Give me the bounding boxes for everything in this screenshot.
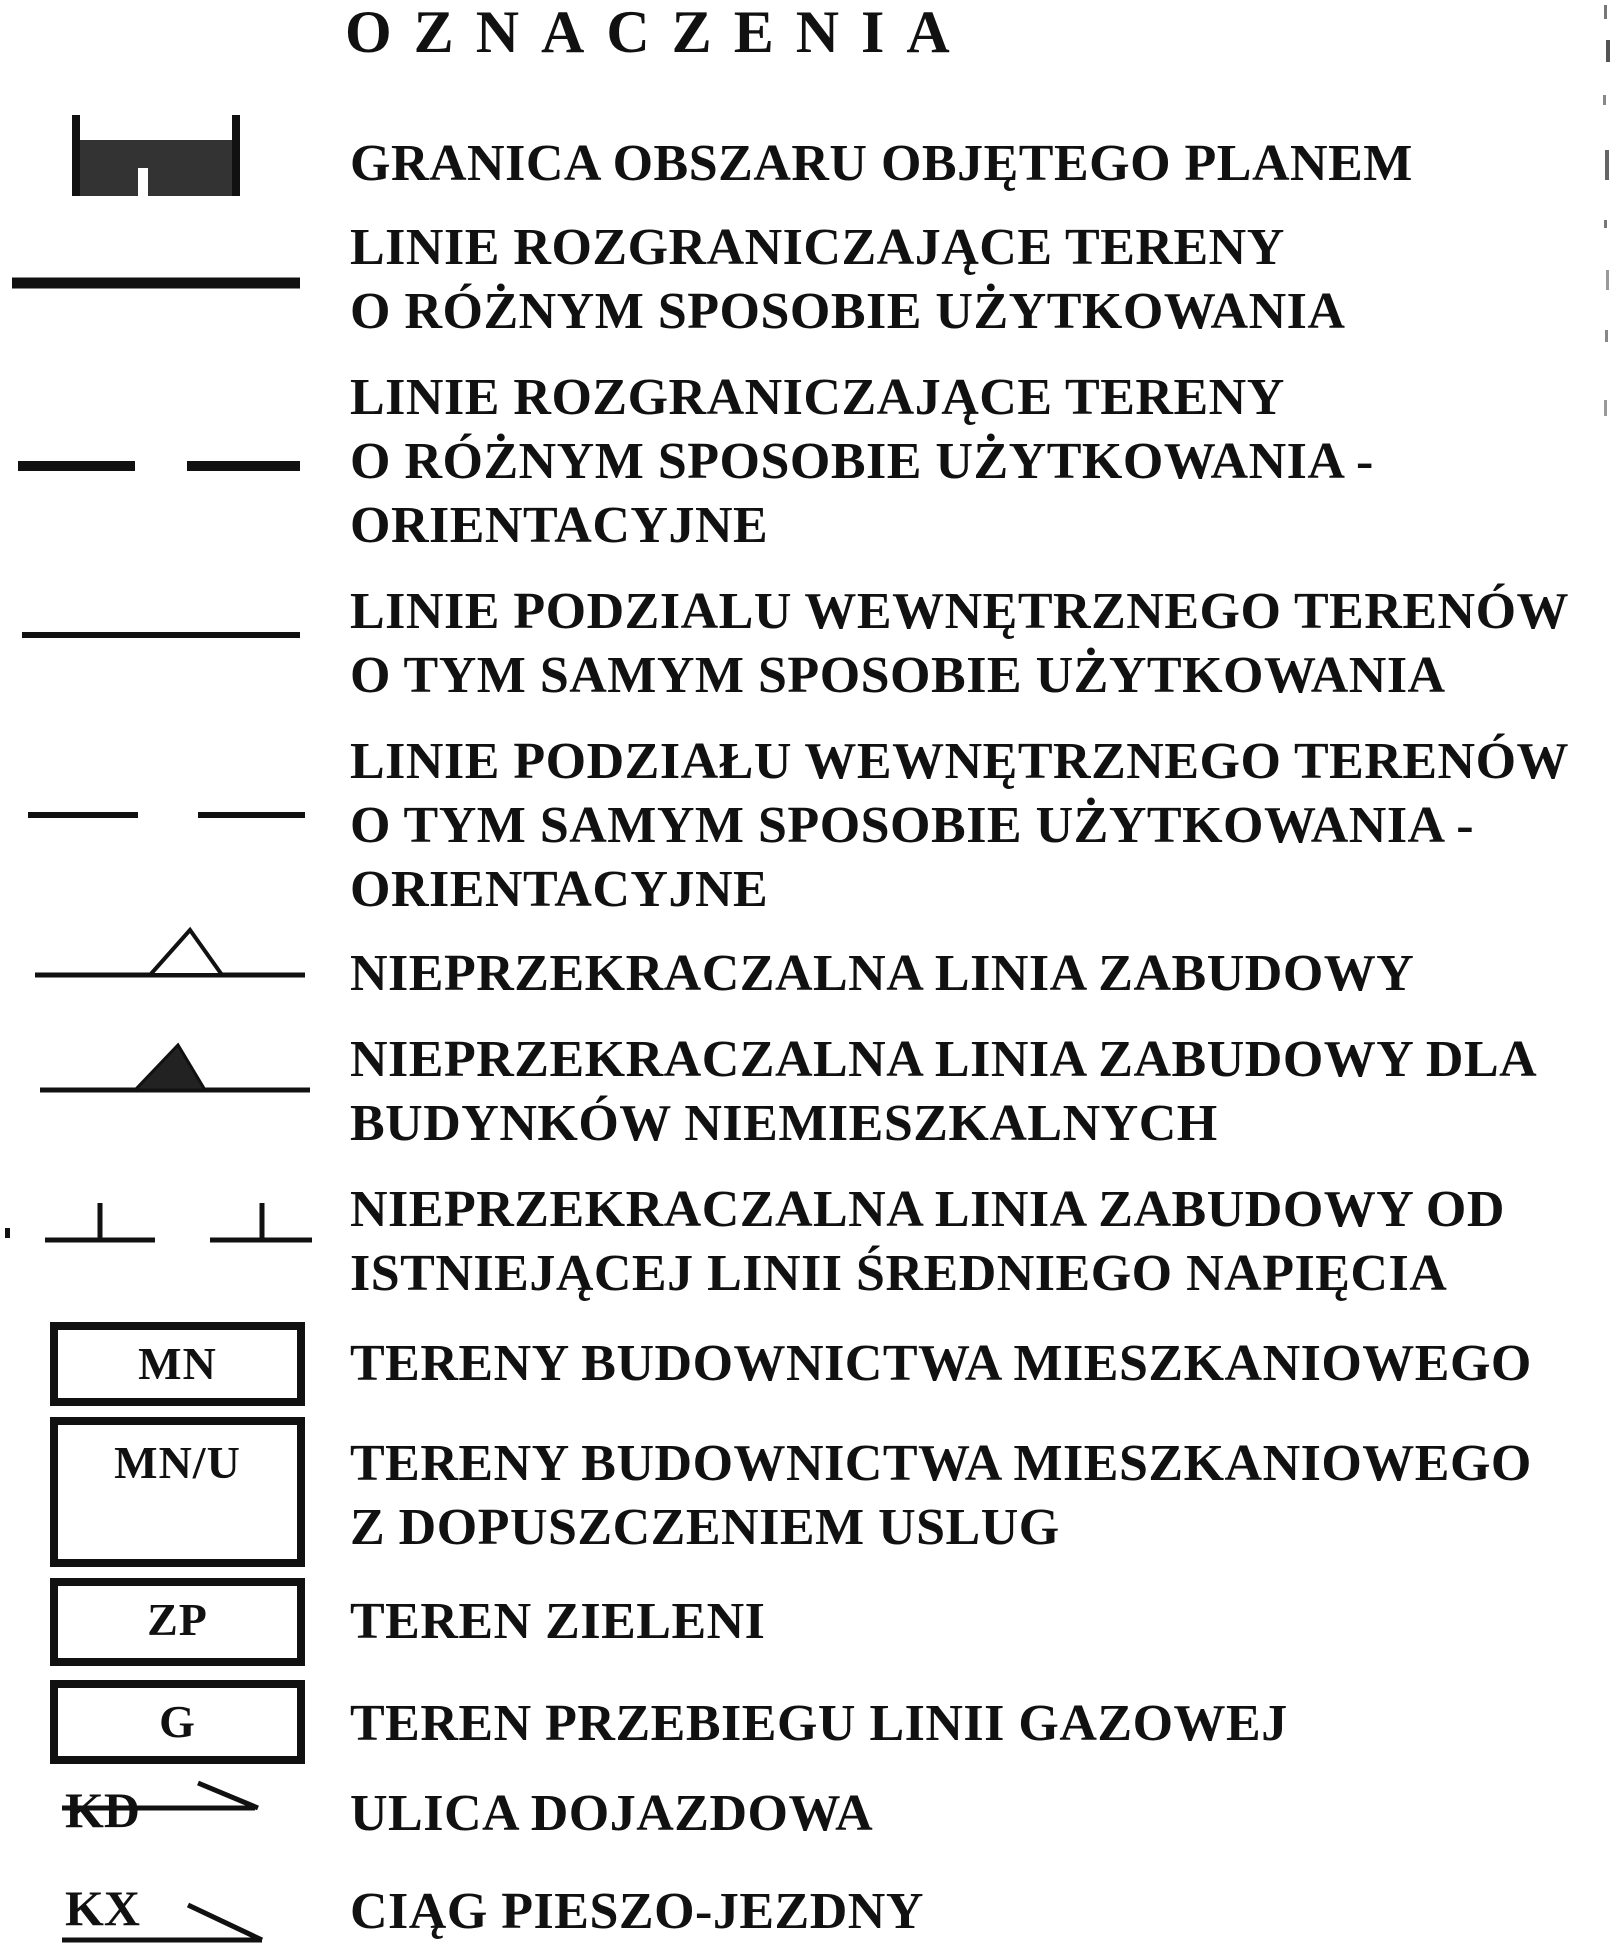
legend-entry: TEREN ZIELENI — [350, 1593, 766, 1650]
legend-entry: LINIE PODZIAŁU WEWNĘTRZNEGO TERENÓW O TYM SAMYM SPOSOBIE UŻYTKOWANIA - ORIENTACYJNE — [350, 733, 1570, 918]
box-ZP: ZP — [50, 1578, 305, 1666]
legend-title: OZNACZENIA — [345, 0, 972, 65]
filled-triangle-line-icon — [40, 1045, 310, 1090]
scan-edge-marks — [1596, 0, 1616, 440]
legend-entry: TERENY BUDOWNICTWA MIESZKANIOWEGO Z DOPUSZCZENIEM USLUG — [350, 1435, 1532, 1556]
legend-entry: TEREN PRZEBIEGU LINII GAZOWEJ — [350, 1695, 1288, 1752]
legend-entry: ULICA DOJAZDOWA — [350, 1785, 874, 1842]
legend-entry: CIĄG PIESZO-JEZDNY — [350, 1883, 924, 1940]
legend-entry: TERENY BUDOWNICTWA MIESZKANIOWEGO — [350, 1335, 1532, 1392]
legend-entry: NIEPRZEKRACZALNA LINIA ZABUDOWY — [350, 945, 1415, 1002]
open-triangle-line-icon — [35, 930, 305, 975]
legend-entry: GRANICA OBSZARU OBJĘTEGO PLANEM — [350, 135, 1413, 192]
box-MNU: MN/U — [50, 1417, 305, 1567]
legend-entry: LINIE PODZIALU WEWNĘTRZNEGO TERENÓW O TYM SAMYM SPOSOBIE UŻYTKOWANIA — [350, 583, 1570, 704]
road-KD-code: KD — [65, 1782, 140, 1838]
boundary-line-icon — [72, 115, 240, 196]
road-KX-code: KX — [65, 1880, 140, 1936]
legend-entry: LINIE ROZGRANICZAJĄCE TERENY O RÓŻNYM SPOSOBIE UŻYTKOWANIA — [350, 219, 1346, 340]
box-MN: MN — [50, 1322, 305, 1406]
legend-entry: NIEPRZEKRACZALNA LINIA ZABUDOWY OD ISTNIEJĄCEJ LINII ŚREDNIEGO NAPIĘCIA — [350, 1181, 1505, 1302]
tick-line-icon — [5, 1203, 312, 1240]
legend-entry: NIEPRZEKRACZALNA LINIA ZABUDOWY DLA BUDYNKÓW NIEMIESZKALNYCH — [350, 1031, 1538, 1152]
box-G: G — [50, 1680, 305, 1764]
legend-entry: LINIE ROZGRANICZAJĄCE TERENY O RÓŻNYM SPOSOBIE UŻYTKOWANIA - ORIENTACYJNE — [350, 369, 1374, 554]
